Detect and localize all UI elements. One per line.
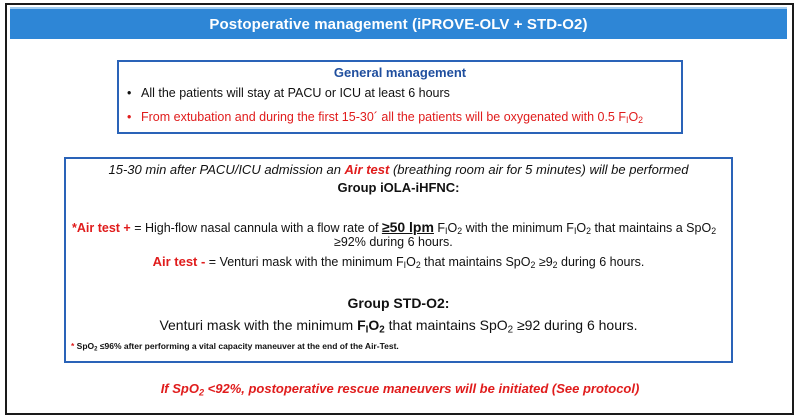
- group1-title: Group iOLA-iHFNC:: [337, 180, 460, 195]
- general-bullet-1: • All the patients will stay at PACU or ICU at least 6 hours: [127, 86, 450, 100]
- header-title: Postoperative management (iPROVE-OLV + STD-O2): [209, 15, 588, 33]
- air-test-minus-line: Air test - = Venturi mask with the minimum $F_IO_2$ that maintains $SpO_2 \ge 9_2$ during 6 hours.: [152, 254, 645, 271]
- group2-title: Group STD-O2:: [347, 295, 450, 311]
- air-test-intro: 15-30 min after PACU/ICU admission an Air test (breathing room air for 5 minutes) will be performed: [108, 162, 689, 177]
- air-test-plus-line-2: ≥92% during 6 hours.: [334, 235, 453, 249]
- air-test-plus-line: *Air test + = High-flow nasal cannula with a flow rate of ≥50 lpm $F_IO_2$ with the minimum $F_IO_2$ that maintains a SpO$_2$: [72, 219, 717, 237]
- slide-header: [10, 7, 787, 39]
- bullet-dot-icon: •: [127, 86, 132, 100]
- bullet-dot-icon: •: [127, 110, 132, 124]
- footnote: * SpO$_2$ ≤96% after performing a vital capacity maneuver at the end of the Air-Test.: [71, 341, 399, 353]
- general-management-box: [117, 60, 683, 134]
- general-bullet-2: • From extubation and during the first 15-30´ all the patients will be oxygenated with 0.5 $F_IO_2$: [127, 110, 644, 126]
- rescue-statement: If SpO$_2$ <92%, postoperative rescue maneuvers will be initiated (See protocol): [160, 381, 640, 398]
- group2-description: Venturi mask with the minimum $F_IO_2$ that maintains SpO$_2$ ≥92 during 6 hours.: [159, 317, 638, 336]
- general-management-title: General management: [333, 65, 467, 80]
- air-test-box: [64, 157, 733, 363]
